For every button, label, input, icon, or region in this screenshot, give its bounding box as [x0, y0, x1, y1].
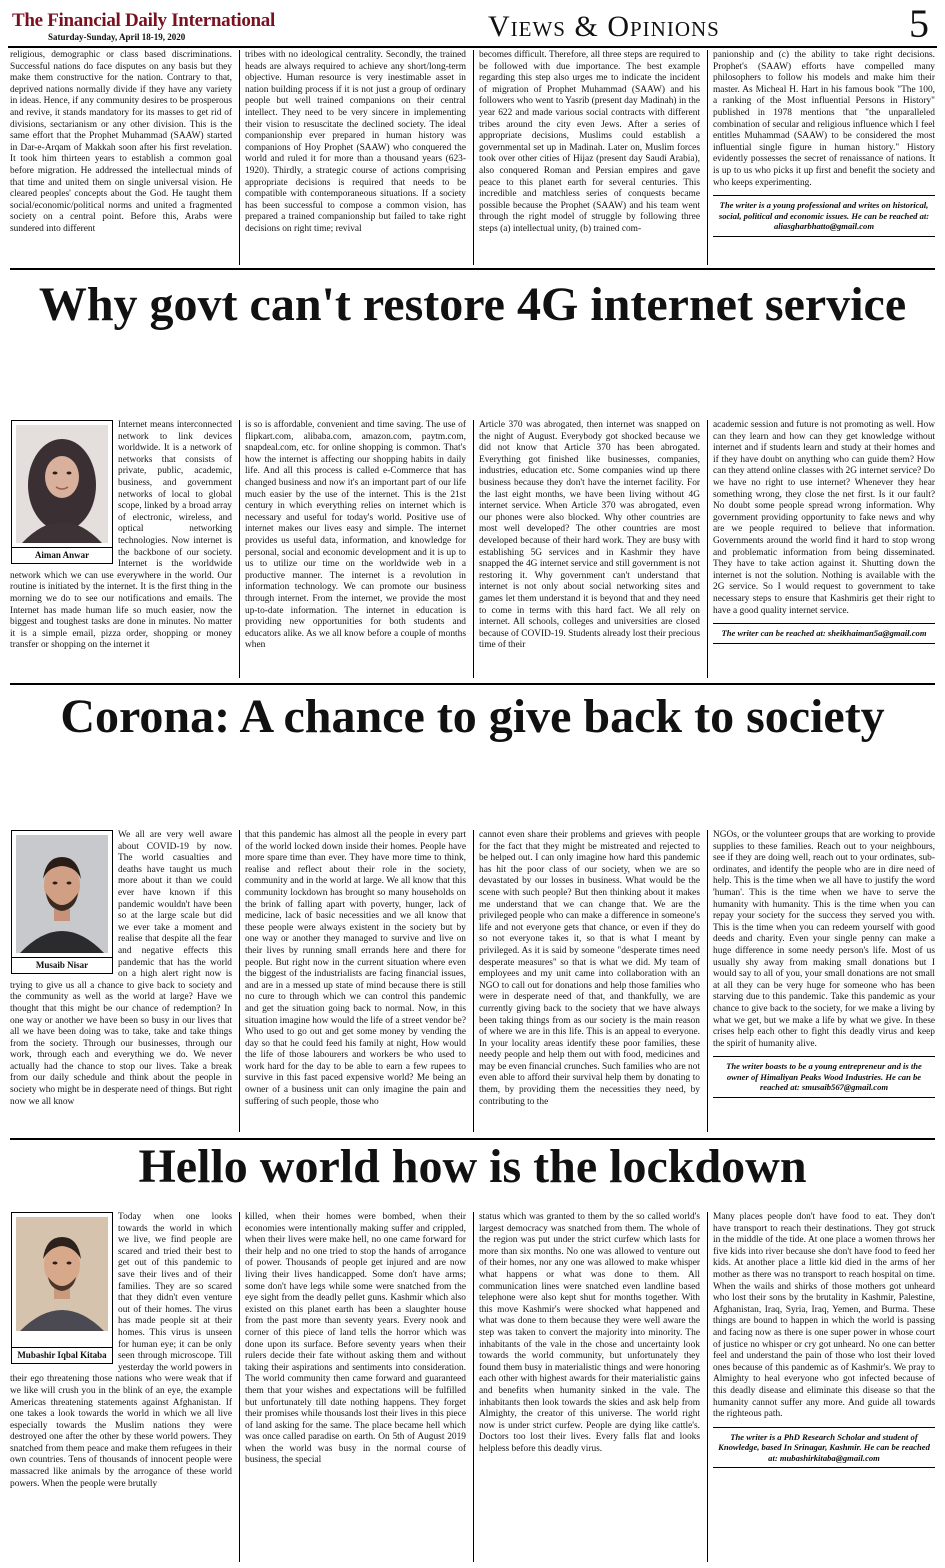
- article-column: [479, 50, 700, 265]
- author-bio: The writer can be reached at: sheikhaiman5a@gmail.com: [713, 623, 935, 644]
- photo-float-spacer: [10, 420, 118, 566]
- column-divider: [707, 50, 708, 265]
- article-body-text: Article 370 was abrogated, then internet was snapped on the night of August. Everybody got shocked because we did not know that Article 370 has been abrogated. Everything got finished like businesses, companies, industries, education etc. Some companies wind up there business because they don't have the internet facility. For the last eight months, we have been living without 4G internet service. When Article 370 was abrogated, even our phones were also blocked. Why other countries are most well developed? The other countries are most developed because of their hard work. They are busy with establishing 5G services and in Kashmir they have snapped the 4G internet service and still government is not restoring it. Why government can't understand that internet is not only about social networking sites and games let them understand it is beyond that and they need to come in terms with this hard fact. We all rely on internet. All schools, colleges and universities are closed because of COVID-19. Students already lost their precious time of their: [479, 420, 700, 651]
- article-column: [713, 830, 935, 1132]
- article-column: [479, 420, 700, 678]
- article-body-text: that this pandemic has almost all the people in every part of the world locked down inside their homes. People have more spare time than ever. They have more time to think, realise and reflect about their role in the society, community and in the world at large. We all know that this community lockdown has brought so many households on the brink of falling apart with poverty, hunger, lack of medicine, lack of basic necessities and we all know that these people were always existent in the society but by one way or another they managed to survive and live on their lives by running small errands here and there for people. But right now in the current situation where even the biggest of the industrialists are facing financial issues, and are in a messed up state of mind because there is still no cure to through which we can control this pandemic and get the situation going back to normal. Now, in this situation imagine how would the life of a street vendor be? Who used to go out and get some money by vending the day so that he could feed his family at night, How would the life of those labourers and workers be who used to work hard for the day to be able to earn a few rupees to survive in this fast paced expensive world? Me being an owner of a business unit can only imagine the pain and suffering of such people, those who: [245, 830, 466, 1107]
- article-body-text: becomes difficult. Therefore, all three steps are required to be followed with due importance. The best example regarding this step also urges me to indicate the incident of migration of Prophet Muhammad (SAAW) and his followers who went to Yasrib (present day Madinah) in the year 622 and made various social contracts with different tribes around the city even Jews. After a series of appropriate decisions, Muslims could establish a governmental set up in Madinah. Later on, Muslim forces took over other cities of Hijaz (present day Saudi Arabia), also conquered Roman and Persian empires and gave peace to this planet earth for several centuries. This incredible and matchless series of conquests became possible because the Prophet (SAAW) and his team went through the right model of struggle by following three steps (a) intellectual unity, (b) trained com-: [479, 50, 700, 234]
- masthead: [8, 1, 937, 48]
- author-bio: The writer is a young professional and writes on historical, social, political and economic issues. He can be reached at: aliasgharbhatto@gmail.com: [713, 195, 935, 237]
- issue-date: Saturday-Sunday, April 18-19, 2020: [48, 32, 186, 42]
- article-body-text: tribes with no ideological centrality. Secondly, the trained heads are always required to achieve any short/long-term objective. Human resource is very inestimable asset in nation building process if it is not just a group of ordinary people but well trained companions on their central intellect. They need to be very sincere in implementing their vision to resuscitate the declined society. The ideal companionship ever prepared in human history was companions of Hoy Prophet (SAAW) who conquered the world and ruled it for more than a thousand years (623-1920). Thirdly, a strategic course of actions comprising appropriate decisions is required that needs to be compatible with contemporaneous situations. If a society has been successful to compose a common vision, has prepared a trained companionship but failed to take right decisions on right time; revival: [245, 50, 466, 234]
- author-name: Musaib Nisar: [12, 957, 112, 973]
- article-body-text: We all are very well aware about COVID-19 by now. The world casualties and deaths have taught us much more about it than we could ever have known if this pandemic wouldn't have been so at the large scale but did we ever take a moment and realise that despite all the fear and negative effects this pandemic that has the world on a high alert right now is trying to give us all a chance to give back to society and the community as well as the world at large? Have we thought that this might be our chance of redemption? In one way or another we have been so busy in our lives that all we have been doing was to take, take and take things from the society. Through our businesses, through our work, through each and everything we do. We never actually had the chance to stop our lives. Take a break from our daily schedule and think about the people in society who might be in desperate need of things. But right now we all know: [10, 830, 232, 1107]
- article-column: [245, 50, 466, 265]
- column-divider: [239, 830, 240, 1132]
- article-body-text: Internet means interconnected network to link devices worldwide. It is a network of networks that consists of private, public, academic, business, and government networks of local to global scope, linked by a broad array of electronic, wireless, and optical networking technologies. Now internet is the backbone of our society. Internet is the worldwide network which we can use everywhere in the world. Our routine is initiated by the internet. It is the first thing in the morning we do to see our notifications and emails. The Internet has made human life so much easier, now the biggest and toughest tasks are done in minutes. No matter it is a simple email, pizza order, shopping or money transfer or shopping on the internet it: [10, 420, 232, 651]
- article-column: [10, 50, 232, 265]
- article-column: [713, 50, 935, 265]
- author-bio: The writer is a PhD Research Scholar and student of Knowledge, based In Srinagar, Kashmir. He can be reached at: mubashirkitaba@gmail.com: [713, 1427, 935, 1469]
- column-divider: [707, 1212, 708, 1562]
- continued-article: [10, 50, 937, 265]
- article-column: [713, 1212, 935, 1562]
- article-column: [245, 420, 466, 678]
- article-body-text: Many places people don't have food to eat. They don't have transport to reach their destinations. They got struck in the middle of the tide. At one place a women throws her five kids into river because she don't have food to feed her kids. At another place a little kid died in the arms of her mother as there was no transport to reach hospital on time. When the wails and shirks of those mothers got unheard who lost their sons by the brutality in Kashmir, Palestine, Afghanistan, Iraq, Syria, Iraq, Yemen, and Burma. These things are bound to happen in which the world is passing and facing now as there is one super power in whose court of justice no whisper or cry got unheard. No one can better feel and understand the pain of those who lost their loved ones because of this pandemic as of Kashmir's. We pray to Almighty to heal everyone who got infected because of this deadly disease and eliminate this disease so that the humanity cannot suffer any more. And guide all towards the righteous path.: [713, 1212, 935, 1420]
- section-title: Views & Opinions: [488, 10, 720, 43]
- page-number: 5: [909, 1, 929, 46]
- column-divider: [473, 830, 474, 1132]
- column-divider: [239, 1212, 240, 1562]
- paper-name: The Financial Daily International: [12, 10, 275, 31]
- article-headline: Hello world how is the lockdown: [138, 1140, 807, 1193]
- article-body-text: academic session and future is not promoting as well. How can they learn and how can they get knowledge without internet and if students learn and study at their homes and if they have doubt on anything who can guide them? How can they attend online classes with 2G internet service? Do we have no right to use internet? Whenever they hear something wrong, they close the net first. Is it our fault? No doubt some people spread wrong information. Why government providing opportunity to fake news and why are we people required to believe that information. Governments around the world find it hard to stop wrong and problematic information from being disseminated. They have to take action against it. Shutting down the internet is not the solution. Nothing is available with the 2G service. So I would request to government to take necessary steps to ensure that Kashmiris get their right to have a good quality internet service.: [713, 420, 935, 616]
- article-body-text: status which was granted to them by the so called world's largest democracy was snatched from them. The whole of the region was put under the strict curfew which lasts for more than six months. No one was allowed to venture out of their homes, nor any one was allowed to make whisper what happens or what was done to them. All communication lines were snatched even landline based telephone were also kept shut for months together. With this move Kashmir's were shocked what happened and what was done to them because they were well aware the step was taken to convert the majority into minority. The inhabitants of the vale in the chose and uncertainty look towards the world community, but unfortunately they found them busy in materialistic things and were honoring each other with highest awards for their materialistic gains and benefits when humanity sinked in the vale. The inhabitants then look towards the skies and ask help from Almighty, the creator of this universe. The world right now is under strict curfew. People are dying like cattle's. Doctors too lost their lives. Every falls flat and looks helpless before this deadly virus.: [479, 1212, 700, 1454]
- article-body-text: panionship and (c) the ability to take right decisions. Prophet's (SAAW) efforts have compelled many philosophers to follow his models and make him their master. As Micheal H. Hart in his famous book "The 100, a ranking of the Most influential Persons in History" published in 1978 mentions that "the unparalleled combination of secular and religious influence which I feel entitles Muhammad (SAAW) to be considered the most influential single figure in human history." History evidently possesses the secret of renaissance of nations. It is up to us who picks it up first and benefit the society and who keeps experimenting.: [713, 50, 935, 188]
- column-divider: [239, 420, 240, 678]
- section-separator: [10, 683, 935, 685]
- article-column: [245, 1212, 466, 1562]
- column-divider: [473, 1212, 474, 1562]
- article-headline: Corona: A chance to give back to society: [60, 690, 885, 743]
- article-column: [10, 1212, 232, 1562]
- article-column: [245, 830, 466, 1132]
- author-name: Mubashir Iqbal Kitaba: [12, 1347, 112, 1363]
- article-body-text: NGOs, or the volunteer groups that are working to provide supplies to these families. Reach out to your neighbours, see if they are doing well, reach out to your ordinates, sub-ordinates, and identify the people who are in dire need of help. This is the time when we all have to justify the word 'human'. This is the time when we have to serve the humanity with humanity. This is the time when you can repay your society for the success they served you with. This is the time when you can redeem yourself with good deeds and charity. Even your single penny can make a huge difference in some needy person's life. Most of us usually shy away from making small donations but I would say to all of you, your small donations are not small at all they can be very huge for someone who has been starving due to this pandemic. Take this pandemic as your chance to give back to the society, for we make a living by what we get, but we make a life by what we give. In these crises help each other to fight this deadly virus and keep the spirit of humanity alive.: [713, 830, 935, 1049]
- article-body-text: is so is affordable, convenient and time saving. The use of flipkart.com, alibaba.com, amazon.com, paytm.com, snapdeal.com, etc. for online shopping is common. That's how the internet is affecting our shopping habits in daily life. And all this process is called e-Commerce that has changed business and now it's an important part of our life much easier by the use of the internet. This is the 21st century in which everything relies on internet which is necessary and useful for today's world. Positive use of internet makes our lives easy and simple. The internet provides us useful data, information, and knowledge for personal, social and economic development and it is up to us to utilize our time on the worldwide web in a productive manner. The internet is a revolution in information technology. We can promote our business through internet. From the internet, we provide the most up-to-date information. The internet in education is providing new opportunities for both students and educators alike. As we all know before a couple of months when: [245, 420, 466, 651]
- article-column: [713, 420, 935, 678]
- article-column: [10, 420, 232, 678]
- article-body-text: killed, when their homes were bombed, when their economies were intentionally making suffer and crippled, when their lives were make hell, no one came forward for their help and no one tried to stop the hands of arrogance of power. Thousands of people get injured and are now living their lives handicapped. Some don't have arms; some don't have legs while some were snatched from the eye sight from the deadly pellet guns. Kashmir which also existed on this planet earth has been a slaughter house from the past more than seventy years. Every nook and corner of this piece of land tells the horror which was done upon its surface. Before seventy years when their rulers decide their fate without asking them and without taking their aspirations and sentiments into consideration. The world community then came forward and guaranteed them that your wishes and expectations will be fulfilled but unfortunately till date nothing happens. They forget their promises while thousands lost their lives in this piece of land asking for the same. The place became hell which was once called paradise on earth. On 5th of August 2019 when the world was busy in the normal course of business, the special: [245, 1212, 466, 1466]
- column-divider: [473, 420, 474, 678]
- author-name: Aiman Anwar: [12, 547, 112, 563]
- column-divider: [707, 420, 708, 678]
- article-column: [10, 830, 232, 1132]
- article-body-text: cannot even share their problems and grieves with people for the fact that they might be mistreated and rejected to be helped out. I can only imagine how hard this pandemic has hit the poor class of our society, when we are so devastated by our losses in business. What would be the scene with such people? But then thinking about it makes me understand that we can change that. We are the privileged people who can make a difference in someone's life and not everyone gets that chance, or even if they do so not everyone takes it, so that is what I meant by privileged. As it is said by someone "desperate times need desperate measures" so that is what we did. My team of employees and my unit came into collaboration with an NGO to call out for donations and help those families who were in desperate need of that, and thankfully, we are currently giving back to the society that we have always been taking things from as our society is the main reason of where we are in this life. This is an appeal to everyone. In your locality areas identify these poor families, these needy people and help them out with food, medicines and may be even financial crunches. Such families who are not even able to afford their survival help them by donating to them, by providing them the necessities they need, by contributing to the: [479, 830, 700, 1107]
- photo-float-spacer: [10, 830, 118, 976]
- article-column: [479, 830, 700, 1132]
- column-divider: [473, 50, 474, 265]
- section-separator: [10, 268, 935, 270]
- article-headline: Why govt can't restore 4G internet service: [38, 278, 907, 331]
- column-divider: [707, 830, 708, 1132]
- author-bio: The writer boasts to be a young entrepreneur and is the owner of Himaliyan Peaks Wood Industries. He can be reached at: smusaib567@gmail.com: [713, 1056, 935, 1098]
- photo-float-spacer: [10, 1212, 118, 1366]
- article-body-text: Today when one looks towards the world in which we live, we find people are scared and tried their best to get out of this pandemic to save their lives and of their families. They are so scared that they didn't even venture out of their homes. The virus has made people sit at their homes. This virus is unseen for human eye; it can be only seen through microscope. Till yesterday the world powers in their ego threatening those nations who were weak that if we like will crush you in the blink of an eye, the example Americas threatening statements against Afghanistan. If one takes a look towards the world in which we all live especially towards the Muslim nations they were destroyed one after the other by these world powers. They snatched from them peace and make them refugees in their own countries. Tens of thousands of innocent people were massacred like animals by the arrogance of these world powers. When the people were brutally: [10, 1212, 232, 1489]
- article-body-text: religious, demographic or class based discriminations. Successful nations do face disputes on any basis but they make them constructive for the nation. Contrary to that, deprived nations normally divide if they have any variety in ideas. Hence, if any community desires to be prosperous and revive, it stands mandatory for its masses to get rid of divisions, sectarianism or any other division. This is the same effort that the Prophet Muhammad (SAAW) started in Dar-e-Arqam of Makkah soon after his first revelation. It took him thirteen years to establish a common goal before migration. He addressed the intellectual minds of that time and united them on single universal vision. He cleared peoples' concepts about the God. He taught them social/economic/political norms and united a fragmented society on a central point. Before this, Arabs were sundered into different: [10, 50, 232, 234]
- article-column: [479, 1212, 700, 1562]
- column-divider: [239, 50, 240, 265]
